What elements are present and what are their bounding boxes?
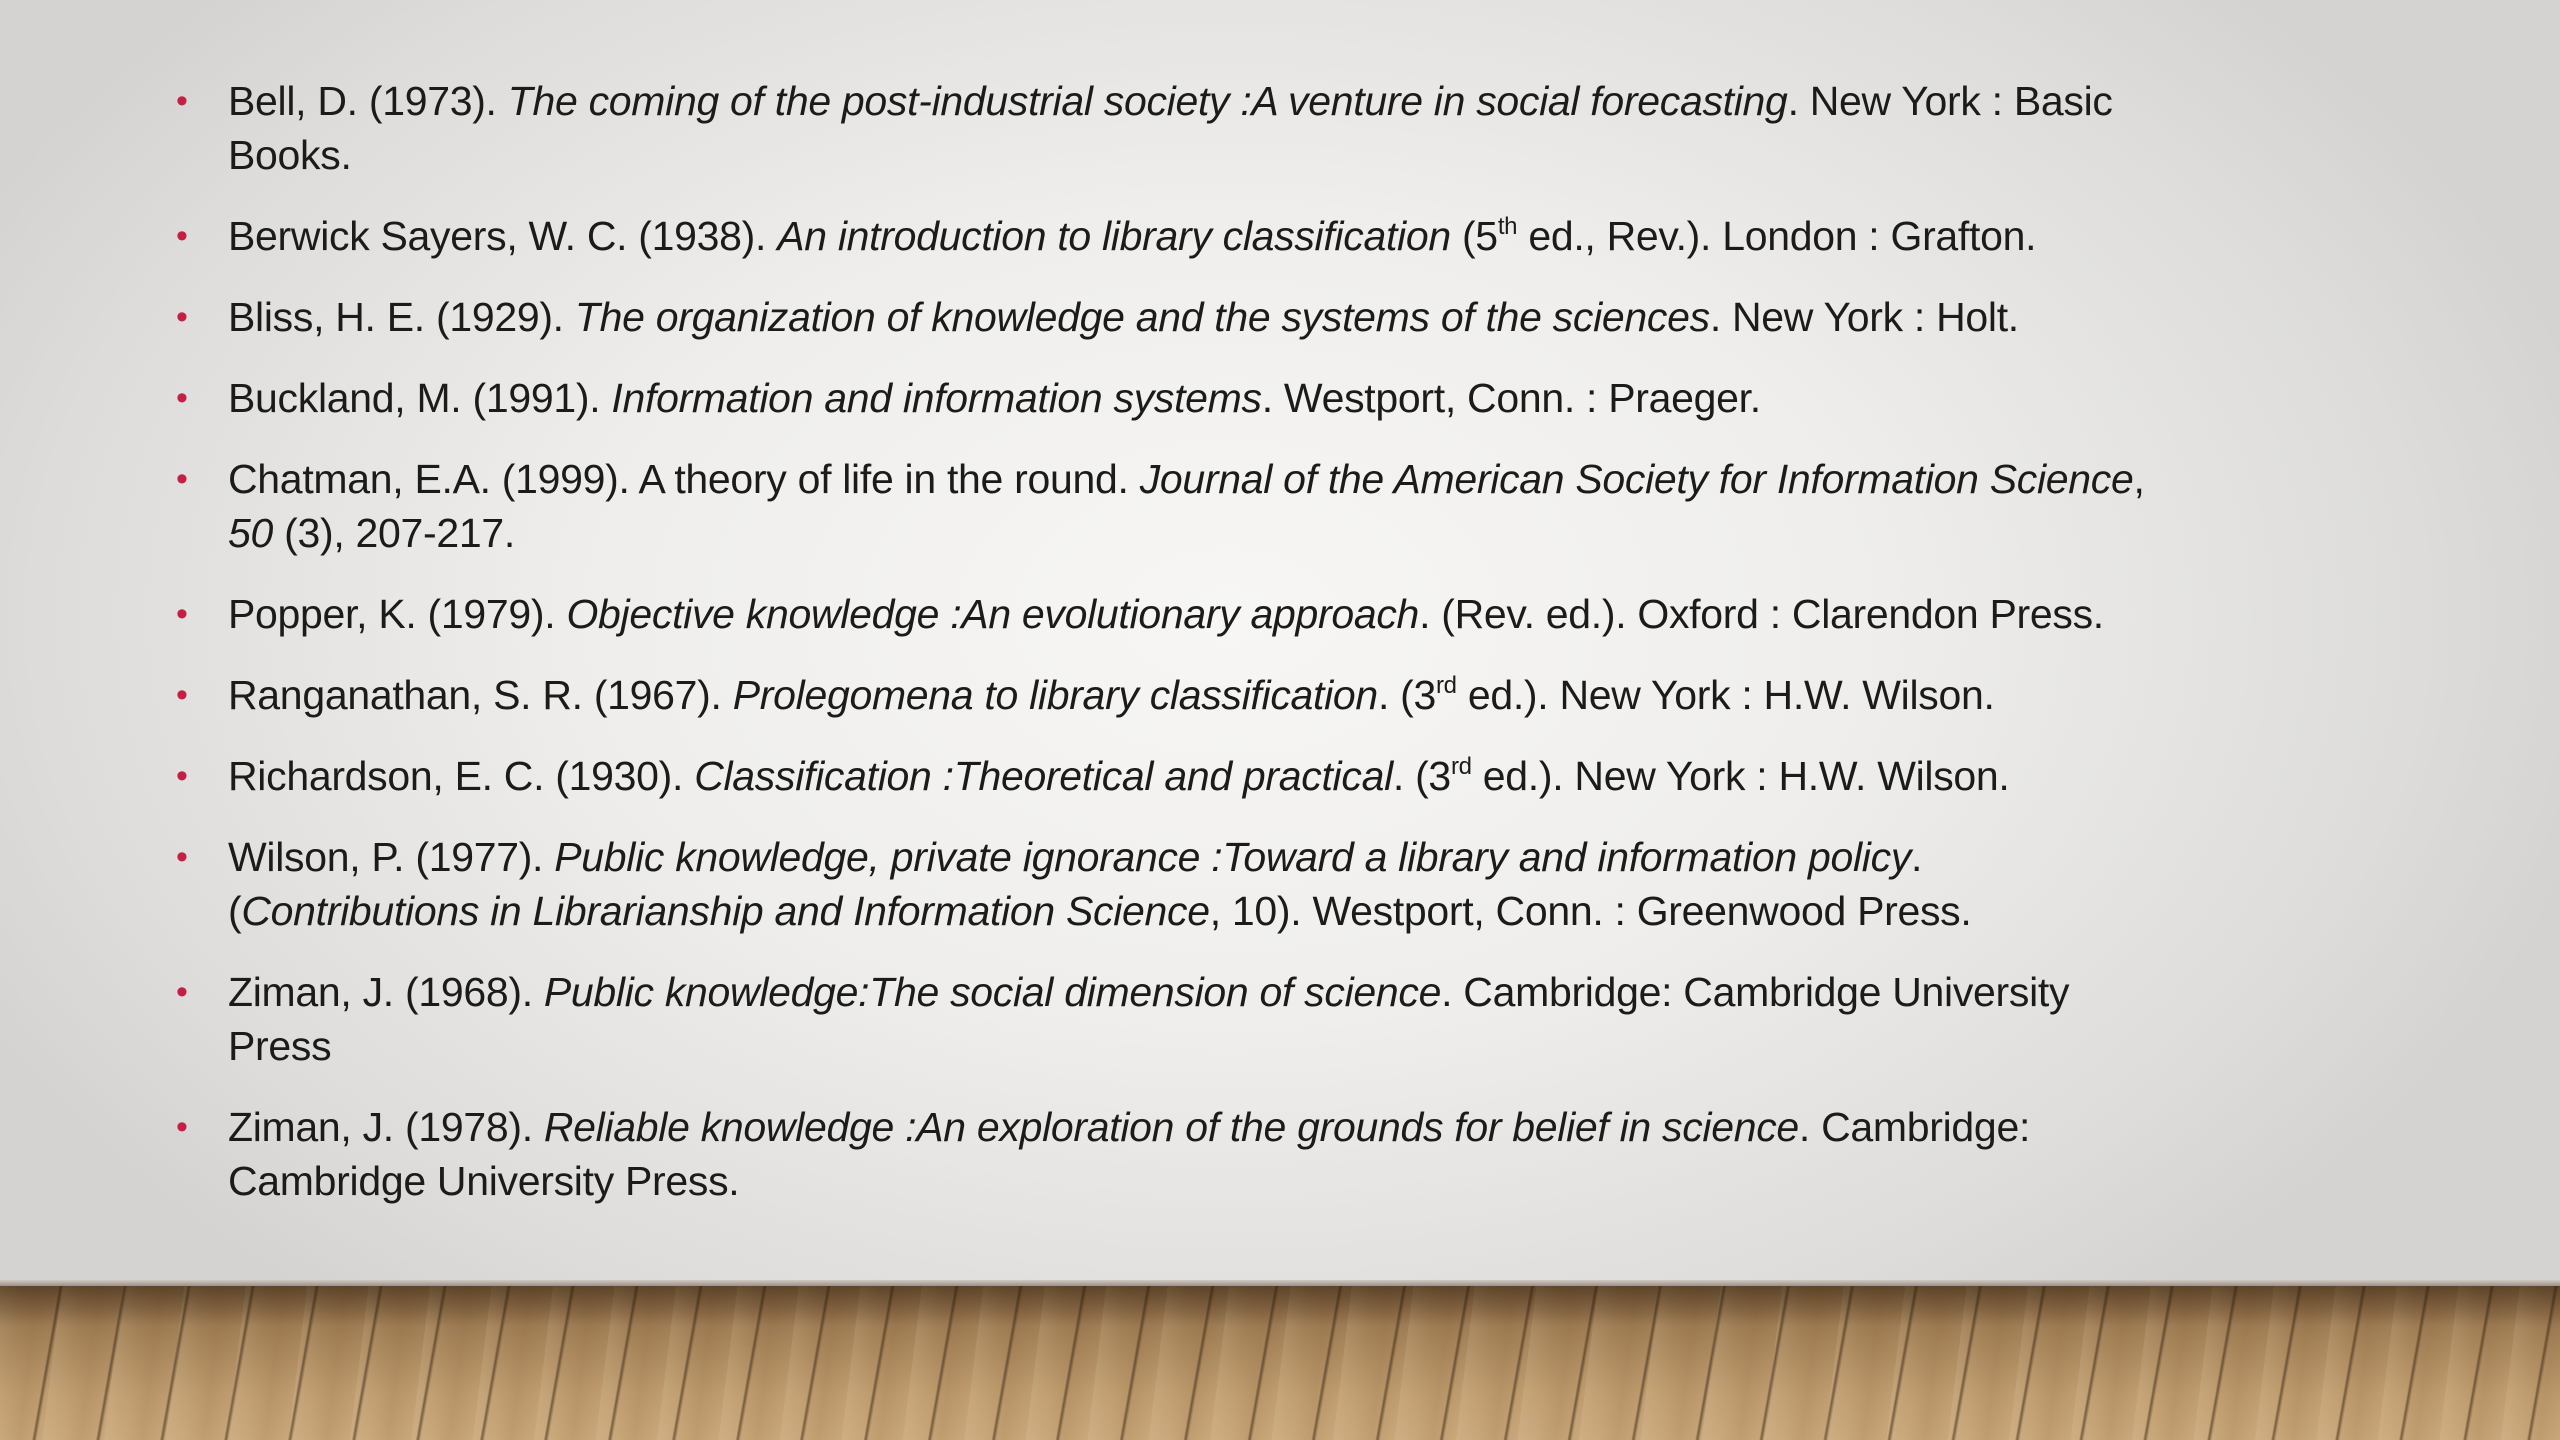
reference-text: . ( [228, 834, 1923, 934]
ordinal-suffix: th [1497, 213, 1518, 240]
reference-item [172, 965, 2172, 1073]
bullet-icon: • [176, 82, 188, 120]
bullet-icon: • [176, 217, 188, 255]
reference-text: Berwick Sayers, W. C. (1938). [228, 213, 778, 259]
reference-title-italic: Information and information systems [611, 375, 1262, 421]
reference-text: . New York : Basic Books. [228, 78, 2113, 178]
reference-text: . New York : Holt. [1709, 294, 2019, 340]
reference-title-italic: Journal of the American Society for Information Science [1139, 456, 2134, 502]
reference-text: Ranganathan, S. R. (1967). [228, 672, 733, 718]
reference-text: Popper, K. (1979). [228, 591, 567, 637]
reference-text: (3), 207-217. [273, 510, 515, 556]
reference-item [172, 209, 2172, 263]
reference-text: Chatman, E.A. (1999). A theory of life in the round. [228, 456, 1140, 502]
reference-item [172, 668, 2172, 722]
reference-text: Buckland, M. (1991). [228, 375, 612, 421]
reference-text: Ziman, J. (1968). [228, 969, 544, 1015]
reference-list [172, 74, 2172, 1235]
reference-title-italic: Objective knowledge :An evolutionary approach [566, 591, 1420, 637]
reference-text: Ziman, J. (1978). [228, 1104, 544, 1150]
reference-text: . Cambridge: Cambridge University Press. [228, 1104, 2031, 1204]
reference-title-italic: Reliable knowledge :An exploration of the grounds for belief in science [543, 1104, 1799, 1150]
reference-text: . (3 [1377, 672, 1436, 718]
reference-item [172, 74, 2172, 182]
reference-item [172, 830, 2172, 938]
reference-title-italic: Public knowledge, private ignorance :Toward a library and information policy [554, 834, 1912, 880]
reference-text: Wilson, P. (1977). [228, 834, 555, 880]
bullet-icon: • [176, 757, 188, 795]
reference-text: ed.). New York : H.W. Wilson. [1456, 672, 1995, 718]
bullet-icon: • [176, 676, 188, 714]
reference-item [172, 371, 2172, 425]
reference-text: Richardson, E. C. (1930). [228, 753, 695, 799]
reference-item [172, 749, 2172, 803]
bullet-icon: • [176, 973, 188, 1011]
reference-text: ed., Rev.). London : Grafton. [1517, 213, 2037, 259]
bullet-icon: • [176, 838, 188, 876]
reference-title-italic: Public knowledge:The social dimension of science [543, 969, 1442, 1015]
bullet-icon: • [176, 595, 188, 633]
reference-item [172, 290, 2172, 344]
reference-text: , 10). Westport, Conn. : Greenwood Press. [1209, 888, 1972, 934]
reference-item [172, 587, 2172, 641]
reference-title-italic: An introduction to library classification [777, 213, 1451, 259]
reference-title-italic: The coming of the post-industrial society :A venture in social forecasting [507, 78, 1788, 124]
reference-text: , [2133, 456, 2145, 502]
bullet-icon: • [176, 460, 188, 498]
reference-text: Bliss, H. E. (1929). [228, 294, 575, 340]
reference-title-italic: 50 [228, 510, 274, 556]
reference-title-italic: Contributions in Librarianship and Information Science [241, 888, 1210, 934]
reference-title-italic: Prolegomena to library classification [732, 672, 1378, 718]
bullet-icon: • [176, 379, 188, 417]
bullet-icon: • [176, 298, 188, 336]
ordinal-suffix: rd [1435, 672, 1457, 699]
reference-item [172, 452, 2172, 560]
ordinal-suffix: rd [1450, 753, 1472, 780]
reference-text: . Westport, Conn. : Praeger. [1261, 375, 1761, 421]
reference-text: (5 [1450, 213, 1498, 259]
reference-item [172, 1100, 2172, 1208]
reference-text: . Cambridge: Cambridge University Press [228, 969, 2070, 1069]
reference-text: ed.). New York : H.W. Wilson. [1471, 753, 2010, 799]
reference-text: Bell, D. (1973). [228, 78, 508, 124]
floor-shadow [0, 1286, 2560, 1326]
reference-title-italic: The organization of knowledge and the systems of the sciences [574, 294, 1710, 340]
reference-text: . (3 [1392, 753, 1451, 799]
bullet-icon: • [176, 1108, 188, 1146]
reference-text: . (Rev. ed.). Oxford : Clarendon Press. [1419, 591, 2104, 637]
reference-title-italic: Classification :Theoretical and practical [694, 753, 1393, 799]
